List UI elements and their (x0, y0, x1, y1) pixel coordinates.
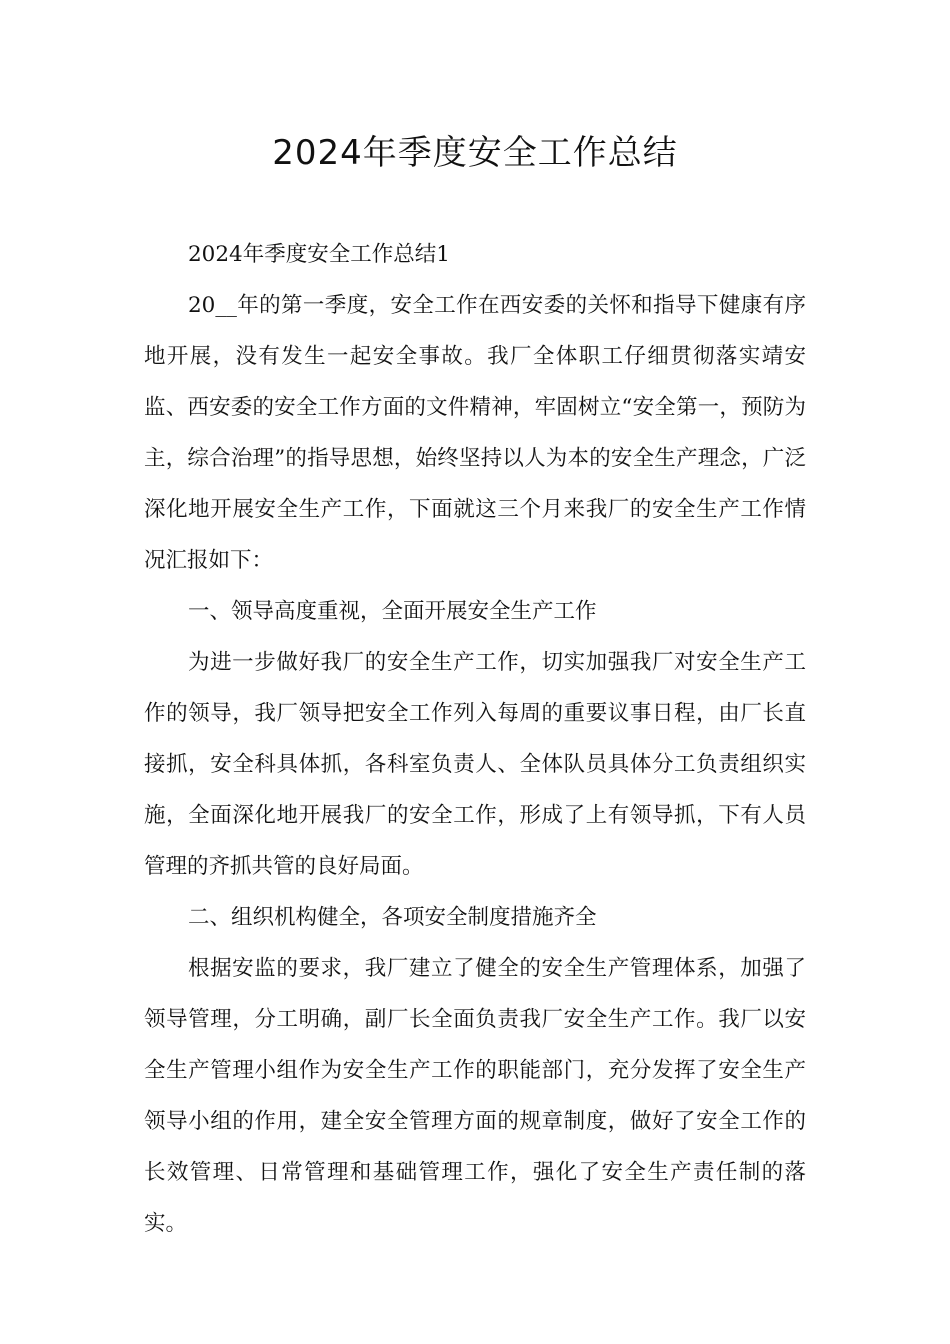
document-title: 2024年季度安全工作总结 (272, 133, 678, 173)
subtitle-paragraph: 2024年季度安全工作总结1 (188, 242, 450, 267)
section-1-paragraph: 为进一步做好我厂的安全生产工作，切实加强我厂对安全生产工作的领导，我厂领导把安全工作列入每周的重要议事日程，由厂长直接抓，安全科具体抓，各科室负责人、全体队员具体分工负责组织实施，全面深化地开展我厂的安全工作，形成了上有领导抓，下有人员管理的齐抓共管的良好局面。 (144, 650, 806, 879)
intro-paragraph: 20__年的第一季度，安全工作在西安委的关怀和指导下健康有序地开展，没有发生一起安全事故。我厂全体职工仔细贯彻落实靖安监、西安委的安全工作方面的文件精神，牢固树立“安全第一，预防为主，综合治理”的指导思想，始终坚持以人为本的安全生产理念，广泛深化地开展安全生产工作，下面就这三个月来我厂的安全生产工作情况汇报如下： (144, 293, 806, 573)
section-heading-1: 一、领导高度重视，全面开展安全生产工作 (188, 599, 597, 624)
section-2-paragraph: 根据安监的要求，我厂建立了健全的安全生产管理体系，加强了领导管理，分工明确，副厂长全面负责我厂安全生产工作。我厂以安全生产管理小组作为安全生产工作的职能部门，充分发挥了安全生产领导小组的作用，建全安全管理方面的规章制度，做好了安全工作的长效管理、日常管理和基础管理工作，强化了安全生产责任制的落实。 (144, 956, 806, 1236)
section-heading-2: 二、组织机构健全，各项安全制度措施齐全 (188, 905, 597, 930)
document-body (144, 229, 806, 1249)
